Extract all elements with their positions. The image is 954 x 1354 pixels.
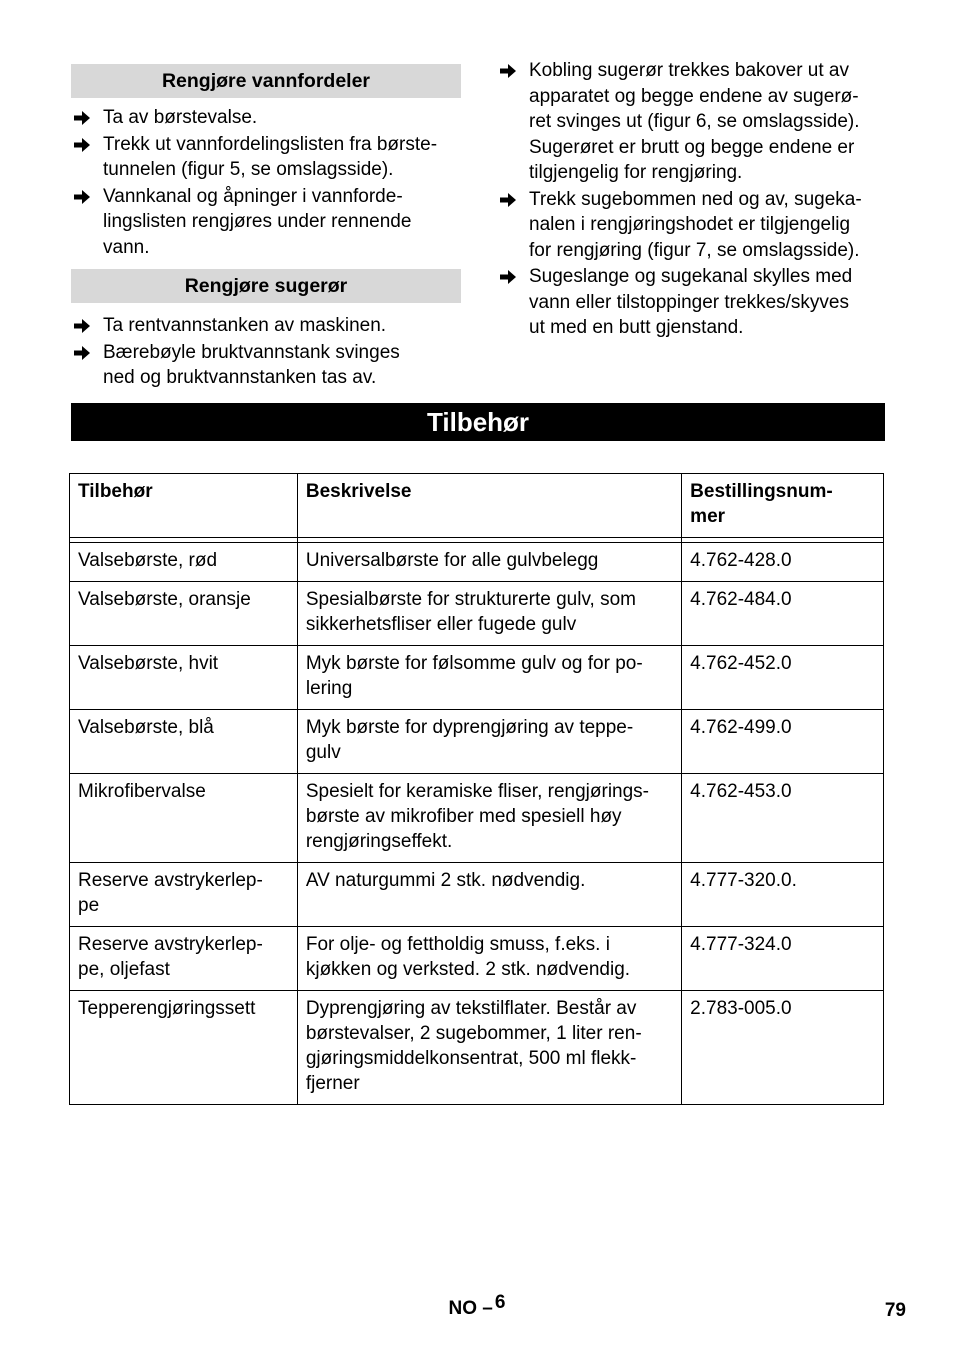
step-item [71, 184, 461, 261]
cell-order-number: 4.762-484.0 [682, 582, 884, 646]
arrow-right-icon [73, 317, 91, 335]
table-row [70, 863, 884, 927]
footer-section-page: 6 [494, 1292, 506, 1313]
step-line: vann. [103, 236, 150, 258]
table-row [70, 543, 884, 582]
cell-description: Dyprengjøring av tekstilflater. Består av børstevalser, 2 sugebommer, 1 liter ren- gjøringsmiddelkonsentrat, 500 ml flekk- fjerner [297, 991, 681, 1105]
arrow-right-icon [73, 109, 91, 127]
cell-accessory: Reserve avstrykerlep- pe [70, 863, 298, 927]
arrow-right-icon [499, 191, 517, 209]
step-line: Trekk sugebommen ned og av, sugeka- [529, 188, 862, 210]
cell-description: Spesialbørste for strukturerte gulv, som sikkerhetsfliser eller fugede gulv [297, 582, 681, 646]
table-row [70, 927, 884, 991]
cell-order-number: 4.777-320.0. [682, 863, 884, 927]
arrow-right-icon [499, 62, 517, 80]
table-row [70, 774, 884, 863]
step-line: tunnelen (figur 5, se omslagsside). [103, 159, 394, 180]
cell-accessory: Mikrofibervalse [70, 774, 298, 863]
step-line: Trekk ut vannfordelingslisten fra børste- [103, 133, 438, 155]
right-column [497, 58, 887, 341]
step-line: vann eller tilstoppinger trekkes/skyves [529, 291, 849, 313]
step-item [71, 313, 461, 339]
cell-description: Universalbørste for alle gulvbelegg [297, 543, 681, 582]
step-item [497, 58, 887, 135]
step-item [497, 264, 887, 341]
header-label: Bestillingsnum- [690, 481, 833, 502]
note-line: Sugerøret er brutt og begge endene er [529, 136, 855, 158]
cell-accessory: Valsebørste, blå [70, 710, 298, 774]
table-row [70, 582, 884, 646]
section-title-sugeror: Rengjøre sugerør [71, 269, 461, 303]
page-number: 79 [884, 1300, 906, 1321]
arrow-right-icon [73, 344, 91, 362]
step-line: ret svinges ut (figur 6, se omslagsside). [529, 111, 860, 132]
step-line: Ta av børstevalse. [103, 107, 258, 128]
step-item [71, 105, 461, 131]
cell-order-number: 4.762-428.0 [682, 543, 884, 582]
step-line: Ta rentvannstanken av maskinen. [103, 315, 387, 336]
arrow-right-icon [73, 136, 91, 154]
note-line: tilgjengelig for rengjøring. [529, 162, 743, 183]
header-label: Tilbehør [78, 481, 153, 502]
step-item [71, 132, 461, 183]
step-line: ut med en butt gjenstand. [529, 317, 744, 338]
table-row [70, 991, 884, 1105]
step-line: nalen i rengjøringshodet er tilgjengelig [529, 214, 851, 235]
left-column [71, 58, 461, 391]
step-line: for rengjøring (figur 7, se omslagsside). [529, 239, 860, 261]
step-line: Vannkanal og åpninger i vannforde- [103, 185, 403, 207]
section-banner-tilbehor: Tilbehør [71, 403, 885, 441]
cell-order-number: 4.762-499.0 [682, 710, 884, 774]
step-line: Kobling sugerør trekkes bakover ut av [529, 60, 849, 81]
step-line: Bærebøyle bruktvannstank svinges [103, 341, 400, 363]
footer-lang: NO – [448, 1298, 493, 1319]
footer-section-label [0, 1292, 954, 1320]
cell-accessory: Valsebørste, oransje [70, 582, 298, 646]
table-header-row [70, 474, 884, 538]
section-title-vannfordeler: Rengjøre vannfordeler [71, 64, 461, 98]
cell-accessory: Tepperengjøringssett [70, 991, 298, 1105]
header-beskrivelse [297, 474, 681, 538]
cell-order-number: 4.762-453.0 [682, 774, 884, 863]
header-bestillingsnummer [682, 474, 884, 538]
step-line: Sugeslange og sugekanal skylles med [529, 266, 853, 287]
cell-order-number: 4.777-324.0 [682, 927, 884, 991]
table-row [70, 646, 884, 710]
arrow-right-icon [499, 268, 517, 286]
cell-accessory: Valsebørste, hvit [70, 646, 298, 710]
cell-order-number: 2.783-005.0 [682, 991, 884, 1105]
cell-description: For olje- og fettholdig smuss, f.eks. i kjøkken og verksted. 2 stk. nødvendig. [297, 927, 681, 991]
cell-description: Spesielt for keramiske fliser, rengjørings- børste av mikrofiber med spesiell høy rengjøringseffekt. [297, 774, 681, 863]
step-line: ned og bruktvannstanken tas av. [103, 367, 377, 388]
cell-order-number: 4.762-452.0 [682, 646, 884, 710]
step-line: lingslisten rengjøres under rennende [103, 211, 412, 232]
header-label: mer [690, 506, 726, 527]
accessories-table [69, 473, 884, 1105]
arrow-right-icon [73, 188, 91, 206]
header-label: Beskrivelse [305, 481, 412, 502]
step-line: apparatet og begge endene av sugerø- [529, 85, 859, 107]
step-note [497, 135, 887, 186]
cell-accessory: Valsebørste, rød [70, 543, 298, 582]
table-row [70, 710, 884, 774]
step-item [497, 187, 887, 264]
cell-description: Myk børste for følsomme gulv og for po- lering [297, 646, 681, 710]
cell-accessory: Reserve avstrykerlep- pe, oljefast [70, 927, 298, 991]
cell-description: Myk børste for dyprengjøring av teppe- gulv [297, 710, 681, 774]
step-item [71, 340, 461, 391]
cell-description: AV naturgummi 2 stk. nødvendig. [297, 863, 681, 927]
header-tilbehor [70, 474, 298, 538]
